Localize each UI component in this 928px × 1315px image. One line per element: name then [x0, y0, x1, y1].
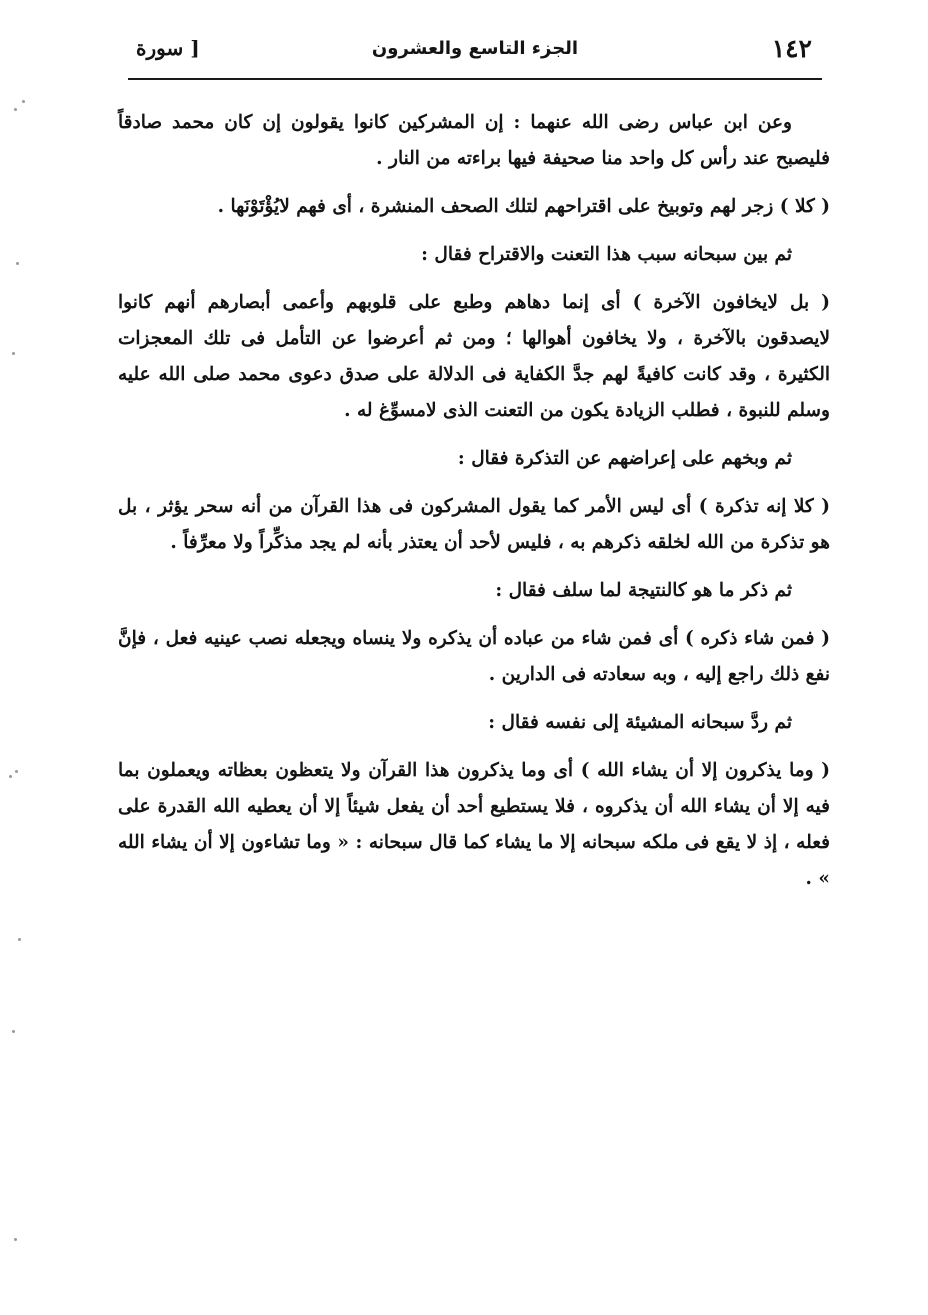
- paragraph-intro-cause: ثم بين سبحانه سبب هذا التعنت والاقتراح فقال :: [421, 244, 792, 265]
- paragraph-wa-ma-yadhkurun: ( وما يذكرون إلا أن يشاء الله ) أى وما يذكرون هذا القرآن ولا يتعظون بعظاته ويعملون بما فيه إلا أن يشاء الله أن يذكروه ، فلا يستطيع أحد أن يفعل شيئاً إلا أن يعطيه الله القدرة على فعله ، إذ لا يقع فى ملكه سبحانه إلا ما يشاء كما قال سبحانه : « وما تشاءون إلا أن يشاء الله » .: [118, 760, 830, 889]
- header-rule: [128, 78, 822, 80]
- paragraph-kalla-zajr: ( كلا ) زجر لهم وتوبيخ على اقتراحهم لتلك الصحف المنشرة ، أى فهم لايُؤْتَوْنَها .: [217, 196, 830, 217]
- paragraph-intro-mashia: ثم ردَّ سبحانه المشيئة إلى نفسه فقال :: [488, 712, 792, 733]
- paragraph-intro-tadhkira: ثم وبخهم على إعراضهم عن التذكرة فقال :: [457, 448, 792, 469]
- surah-label: [ سورة: [136, 36, 200, 60]
- running-title: الجزء التاسع والعشرون: [371, 38, 579, 59]
- page-number: ١٤٢: [771, 34, 812, 63]
- paragraph-man-shaa: ( فمن شاء ذكره ) أى فمن شاء من عباده أن يذكره ولا ينساه ويجعله نصب عينيه فعل ، فإنَّ نفع ذلك راجع إليه ، وبه سعادته فى الدارين .: [118, 628, 830, 685]
- page-header: [130, 28, 820, 78]
- paragraph-innahu-tadhkira: ( كلا إنه تذكرة ) أى ليس الأمر كما يقول المشركون فى هذا القرآن من أنه سحر يؤثر ، بل هو تذكرة من الله لخلقه ذكرهم به ، فليس لأحد أن يعتذر بأنه لم يجد مذكِّراً ولا معرِّفاً .: [118, 496, 830, 553]
- paragraph-ibn-abbas: وعن ابن عباس رضى الله عنهما : إن المشركين كانوا يقولون إن كان محمد صادقاً فليصبح عند رأس كل واحد منا صحيفة فيها براءته من النار .: [118, 112, 830, 169]
- paragraph-intro-natija: ثم ذكر ما هو كالنتيجة لما سلف فقال :: [495, 580, 792, 601]
- body-text: [118, 105, 830, 909]
- paragraph-la-yakhafun: ( بل لايخافون الآخرة ) أى إنما دهاهم وطبع على قلوبهم وأعمى أبصارهم أنهم كانوا لايصدقون بالآخرة ، ولا يخافون أهوالها ؛ ومن ثم أعرضوا عن التأمل فى تلك المعجزات الكثيرة ، وقد كانت كافيةً لهم جدَّ الكفاية فى الدلالة على صدق دعوى محمد صلى الله عليه وسلم للنبوة ، فطلب الزيادة يكون من التعنت الذى لامسوِّغ له .: [118, 292, 831, 421]
